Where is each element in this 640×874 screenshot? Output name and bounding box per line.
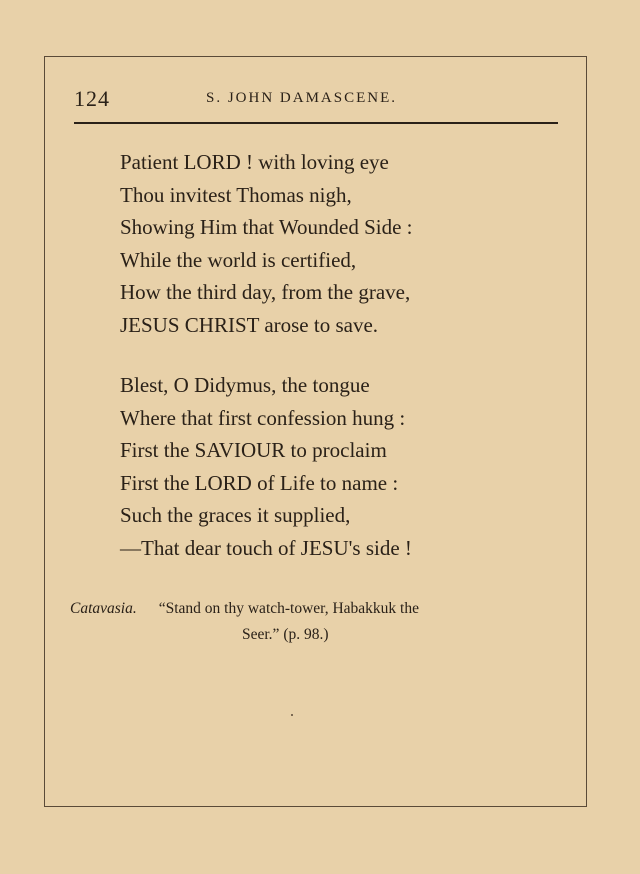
verse-line: —That dear touch of JESU's side ! <box>120 535 412 560</box>
verse-line: Where that first confession hung : <box>120 405 406 430</box>
verse-line: While the world is certified, <box>120 247 357 272</box>
stanza-1 <box>120 146 413 342</box>
rubric-text-line-2: Seer.” (p. 98.) <box>242 626 329 643</box>
verse-line: JESUS CHRIST arose to save. <box>120 312 379 337</box>
verse-line: Showing Him that Wounded Side : <box>120 215 413 240</box>
verse-line: Patient LORD ! with loving eye <box>120 150 389 174</box>
verse-line: First the SAVIOUR to proclaim <box>120 438 387 463</box>
verse-line: How the third day, from the grave, <box>120 280 411 305</box>
verse-line: Such the graces it supplied, <box>120 503 351 528</box>
verse-line: First the LORD of Life to name : <box>120 470 399 495</box>
header-rule <box>74 122 558 124</box>
verse-line: Blest, O Didymus, the tongue <box>120 373 370 397</box>
catavasia-rubric <box>70 596 556 648</box>
verse-line: Thou invitest Thomas nigh, <box>120 182 352 207</box>
running-head: S. JOHN DAMASCENE. <box>206 90 398 106</box>
rubric-text-line-1: “Stand on thy watch-tower, Habakkuk the <box>158 600 419 617</box>
paper-speck <box>291 714 293 716</box>
rubric-label: Catavasia. <box>70 600 137 617</box>
page-header <box>74 86 558 116</box>
page-number: 124 <box>74 86 110 111</box>
stanza-2 <box>120 369 412 565</box>
